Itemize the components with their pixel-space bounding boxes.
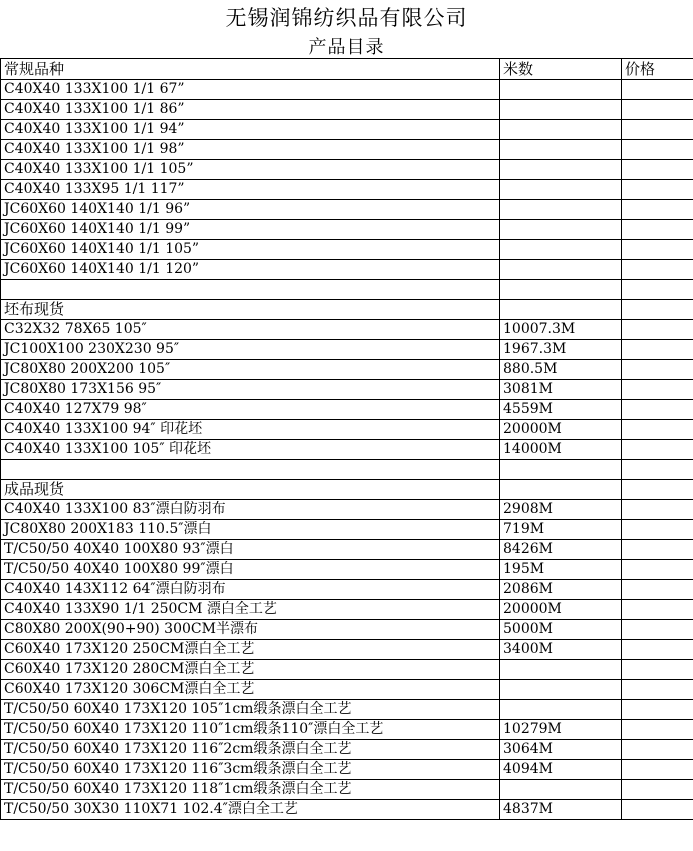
table-row xyxy=(1,320,693,340)
table-row xyxy=(1,140,693,160)
header-meters[interactable]: 米数 xyxy=(500,59,622,80)
price-cell[interactable] xyxy=(622,580,693,600)
product-cell[interactable]: JC100X100 230X230 95″ xyxy=(1,340,500,360)
price-cell[interactable] xyxy=(622,220,693,240)
product-cell[interactable]: C40X40 133X100 105″ 印花坯 xyxy=(1,440,500,460)
meters-cell[interactable]: 4559M xyxy=(500,400,622,420)
table-row xyxy=(1,80,693,100)
product-cell[interactable]: 坯布现货 xyxy=(1,300,500,320)
price-cell[interactable] xyxy=(622,120,693,140)
table-row xyxy=(1,360,693,380)
meters-cell[interactable]: 3081M xyxy=(500,380,622,400)
meters-cell[interactable] xyxy=(500,680,622,700)
price-cell[interactable] xyxy=(622,100,693,120)
meters-cell[interactable]: 719M xyxy=(500,520,622,540)
meters-cell[interactable]: 195M xyxy=(500,560,622,580)
table-row xyxy=(1,160,693,180)
price-cell[interactable] xyxy=(622,660,693,680)
meters-cell[interactable] xyxy=(500,260,622,280)
meters-cell[interactable]: 20000M xyxy=(500,600,622,620)
product-cell[interactable]: T/C50/50 40X40 100X80 93″漂白 xyxy=(1,540,500,560)
product-cell[interactable] xyxy=(1,280,500,300)
header-price[interactable]: 价格 xyxy=(622,59,693,80)
meters-cell[interactable] xyxy=(500,240,622,260)
price-cell[interactable] xyxy=(622,480,693,500)
table-row xyxy=(1,700,693,720)
meters-cell[interactable] xyxy=(500,80,622,100)
price-cell[interactable] xyxy=(622,440,693,460)
product-cell[interactable]: C60X40 173X120 280CM漂白全工艺 xyxy=(1,660,500,680)
table-row xyxy=(1,460,693,480)
table-row xyxy=(1,720,693,740)
product-cell[interactable]: C80X80 200X(90+90) 300CM半漂布 xyxy=(1,620,500,640)
price-cell[interactable] xyxy=(622,140,693,160)
table-row xyxy=(1,100,693,120)
table-row xyxy=(1,120,693,140)
meters-cell[interactable]: 10279M xyxy=(500,720,622,740)
meters-cell[interactable]: 3064M xyxy=(500,740,622,760)
table-row xyxy=(1,340,693,360)
meters-cell[interactable] xyxy=(500,280,622,300)
price-cell[interactable] xyxy=(622,640,693,660)
product-cell[interactable]: C32X32 78X65 105″ xyxy=(1,320,500,340)
price-cell[interactable] xyxy=(622,560,693,580)
meters-cell[interactable] xyxy=(500,220,622,240)
price-cell[interactable] xyxy=(622,520,693,540)
price-cell[interactable] xyxy=(622,740,693,760)
price-cell[interactable] xyxy=(622,160,693,180)
price-cell[interactable] xyxy=(622,240,693,260)
product-cell[interactable]: 成品现货 xyxy=(1,480,500,500)
meters-cell[interactable] xyxy=(500,200,622,220)
meters-cell[interactable] xyxy=(500,160,622,180)
catalog-subtitle: 产品目录 xyxy=(308,37,385,58)
meters-cell[interactable] xyxy=(500,120,622,140)
meters-cell[interactable] xyxy=(500,100,622,120)
meters-cell[interactable]: 20000M xyxy=(500,420,622,440)
meters-cell[interactable]: 4094M xyxy=(500,760,622,780)
product-cell[interactable]: T/C50/50 60X40 173X120 116″3cm缎条漂白全工艺 xyxy=(1,760,500,780)
table-row xyxy=(1,660,693,680)
meters-cell[interactable]: 2086M xyxy=(500,580,622,600)
meters-cell[interactable]: 4837M xyxy=(500,800,622,820)
table-row xyxy=(1,180,693,200)
product-cell[interactable]: C60X40 173X120 250CM漂白全工艺 xyxy=(1,640,500,660)
product-cell[interactable]: T/C50/50 60X40 173X120 105″1cm缎条漂白全工艺 xyxy=(1,700,500,720)
product-cell[interactable]: JC80X80 200X183 110.5″漂白 xyxy=(1,520,500,540)
price-cell[interactable] xyxy=(622,280,693,300)
product-cell[interactable]: C60X40 173X120 306CM漂白全工艺 xyxy=(1,680,500,700)
product-catalog-table xyxy=(0,58,693,820)
table-header-row xyxy=(1,59,693,80)
meters-cell[interactable]: 5000M xyxy=(500,620,622,640)
price-cell[interactable] xyxy=(622,680,693,700)
product-cell[interactable]: T/C50/50 60X40 173X120 116″2cm缎条漂白全工艺 xyxy=(1,740,500,760)
price-cell[interactable] xyxy=(622,420,693,440)
table-row xyxy=(1,580,693,600)
price-cell[interactable] xyxy=(622,700,693,720)
product-cell[interactable]: C40X40 133X100 1/1 86” xyxy=(1,100,500,120)
product-cell[interactable]: JC60X60 140X140 1/1 96” xyxy=(1,200,500,220)
meters-cell[interactable] xyxy=(500,140,622,160)
price-cell[interactable] xyxy=(622,780,693,800)
product-cell[interactable]: C40X40 133X90 1/1 250CM 漂白全工艺 xyxy=(1,600,500,620)
meters-cell[interactable]: 10007.3M xyxy=(500,320,622,340)
product-cell[interactable]: C40X40 133X95 1/1 117” xyxy=(1,180,500,200)
product-cell[interactable]: C40X40 133X100 1/1 98” xyxy=(1,140,500,160)
table-row xyxy=(1,380,693,400)
table-row xyxy=(1,260,693,280)
table-row xyxy=(1,600,693,620)
price-cell[interactable] xyxy=(622,180,693,200)
table-row xyxy=(1,400,693,420)
meters-cell[interactable]: 1967.3M xyxy=(500,340,622,360)
meters-cell[interactable]: 2908M xyxy=(500,500,622,520)
product-cell[interactable]: JC80X80 173X156 95″ xyxy=(1,380,500,400)
price-cell[interactable] xyxy=(622,620,693,640)
table-row xyxy=(1,780,693,800)
table-row xyxy=(1,760,693,780)
product-cell[interactable]: JC60X60 140X140 1/1 120” xyxy=(1,260,500,280)
product-cell[interactable]: JC80X80 200X200 105″ xyxy=(1,360,500,380)
price-cell[interactable] xyxy=(622,460,693,480)
meters-cell[interactable] xyxy=(500,780,622,800)
company-title: 无锡润锦纺织品有限公司 xyxy=(225,6,468,30)
table-row xyxy=(1,200,693,220)
price-cell[interactable] xyxy=(622,360,693,380)
price-cell[interactable] xyxy=(622,720,693,740)
product-cell[interactable]: T/C50/50 60X40 173X120 110″1cm缎条110″漂白全工艺 xyxy=(1,720,500,740)
meters-cell[interactable] xyxy=(500,180,622,200)
table-row xyxy=(1,520,693,540)
product-cell[interactable]: C40X40 127X79 98″ xyxy=(1,400,500,420)
product-cell[interactable]: C40X40 143X112 64″漂白防羽布 xyxy=(1,580,500,600)
price-cell[interactable] xyxy=(622,300,693,320)
table-row xyxy=(1,620,693,640)
table-row xyxy=(1,640,693,660)
meters-cell[interactable]: 8426M xyxy=(500,540,622,560)
price-cell[interactable] xyxy=(622,260,693,280)
header-product-type[interactable]: 常规品种 xyxy=(1,59,500,80)
table-row xyxy=(1,740,693,760)
product-cell[interactable]: C40X40 133X100 1/1 94” xyxy=(1,120,500,140)
price-cell[interactable] xyxy=(622,800,693,820)
price-cell[interactable] xyxy=(622,380,693,400)
table-row xyxy=(1,680,693,700)
product-cell[interactable]: JC60X60 140X140 1/1 99” xyxy=(1,220,500,240)
table-row xyxy=(1,420,693,440)
meters-cell[interactable] xyxy=(500,300,622,320)
price-cell[interactable] xyxy=(622,340,693,360)
table-row xyxy=(1,800,693,820)
price-cell[interactable] xyxy=(622,80,693,100)
table-row xyxy=(1,280,693,300)
section-header-row xyxy=(1,300,693,320)
product-cell[interactable]: C40X40 133X100 94″ 印花坯 xyxy=(1,420,500,440)
table-row xyxy=(1,440,693,460)
section-header-row xyxy=(1,480,693,500)
product-cell[interactable]: C40X40 133X100 1/1 67” xyxy=(1,80,500,100)
price-cell[interactable] xyxy=(622,600,693,620)
meters-cell[interactable]: 14000M xyxy=(500,440,622,460)
meters-cell[interactable] xyxy=(500,460,622,480)
meters-cell[interactable]: 3400M xyxy=(500,640,622,660)
price-cell[interactable] xyxy=(622,200,693,220)
table-row xyxy=(1,560,693,580)
price-cell[interactable] xyxy=(622,400,693,420)
product-cell[interactable] xyxy=(1,460,500,480)
product-cell[interactable]: JC60X60 140X140 1/1 105” xyxy=(1,240,500,260)
table-row xyxy=(1,500,693,520)
price-cell[interactable] xyxy=(622,320,693,340)
product-cell[interactable]: T/C50/50 30X30 110X71 102.4″漂白全工艺 xyxy=(1,800,500,820)
price-cell[interactable] xyxy=(622,500,693,520)
meters-cell[interactable] xyxy=(500,700,622,720)
product-cell[interactable]: C40X40 133X100 83″漂白防羽布 xyxy=(1,500,500,520)
meters-cell[interactable] xyxy=(500,480,622,500)
meters-cell[interactable] xyxy=(500,660,622,680)
product-cell[interactable]: C40X40 133X100 1/1 105” xyxy=(1,160,500,180)
price-cell[interactable] xyxy=(622,540,693,560)
meters-cell[interactable]: 880.5M xyxy=(500,360,622,380)
product-cell[interactable]: T/C50/50 60X40 173X120 118″1cm缎条漂白全工艺 xyxy=(1,780,500,800)
product-cell[interactable]: T/C50/50 40X40 100X80 99″漂白 xyxy=(1,560,500,580)
table-row xyxy=(1,220,693,240)
table-row xyxy=(1,540,693,560)
price-cell[interactable] xyxy=(622,760,693,780)
table-row xyxy=(1,240,693,260)
